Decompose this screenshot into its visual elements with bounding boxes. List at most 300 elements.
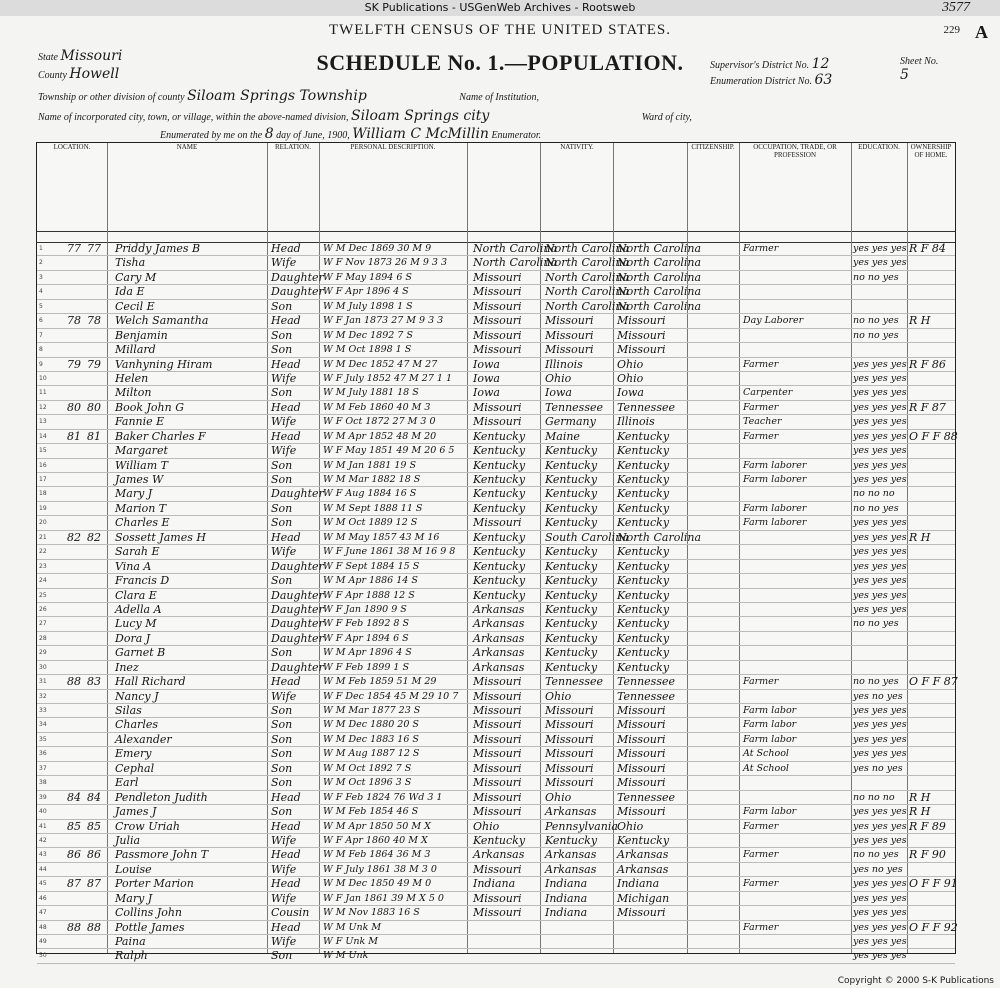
cell-father: Kentucky: [545, 487, 598, 501]
cell-rel: Wife: [271, 545, 297, 559]
cell-birth: Missouri: [473, 689, 522, 703]
page-number: 229: [943, 24, 960, 36]
cell-mother: Kentucky: [617, 617, 670, 631]
cell-own: R H: [909, 530, 931, 544]
cell-father: Arkansas: [545, 805, 597, 819]
cell-birth: Missouri: [473, 732, 522, 746]
cell-edu: yes yes yes: [853, 575, 907, 587]
cell-dw: 81: [67, 429, 81, 443]
county-line: [38, 66, 119, 82]
cell-father: Kentucky: [545, 501, 598, 515]
cell-n: 28: [39, 634, 47, 642]
cell-rel: Son: [271, 343, 293, 357]
cell-desc: W F Jan 1873 27 M 9 3 3: [323, 315, 444, 327]
cell-rel: Wife: [271, 256, 297, 270]
supervisor-value: 12: [811, 56, 830, 72]
cell-mother: Ohio: [617, 819, 644, 833]
cell-edu: yes yes yes: [853, 358, 907, 370]
cell-name: James J: [115, 805, 157, 819]
cell-rel: Daughter: [271, 270, 324, 284]
cell-dw: 80: [67, 400, 81, 414]
cell-own: R H: [909, 314, 931, 328]
cell-name: Alexander: [115, 732, 172, 746]
cell-father: Kentucky: [545, 602, 598, 616]
institution-label: Name of Institution,: [459, 92, 540, 103]
cell-occ: Farmer: [743, 849, 779, 861]
cell-mother: Tennessee: [617, 675, 675, 689]
supervisor-line: [710, 56, 829, 72]
cell-edu: yes yes yes: [853, 387, 907, 399]
cell-rel: Son: [271, 805, 293, 819]
cell-fam: 77: [87, 242, 101, 255]
cell-birth: Arkansas: [473, 617, 525, 631]
table-row: [37, 574, 955, 588]
cell-father: Kentucky: [545, 559, 598, 573]
cell-father: Indiana: [545, 891, 588, 905]
cell-desc: W M Dec 1850 49 M 0: [323, 878, 432, 890]
cell-mother: Kentucky: [617, 646, 670, 660]
cell-fam: 86: [87, 848, 101, 862]
cell-n: 6: [39, 317, 43, 325]
cell-mother: Kentucky: [617, 631, 670, 645]
cell-birth: Missouri: [473, 415, 522, 429]
cell-desc: W F Jan 1861 39 M X 5 0: [323, 892, 444, 904]
cell-rel: Head: [271, 920, 301, 934]
enumerated-day: 8: [264, 126, 274, 142]
cell-n: 1: [39, 245, 43, 252]
cell-rel: Wife: [271, 833, 297, 847]
cell-n: 36: [39, 750, 47, 758]
cell-name: Baker Charles F: [115, 429, 206, 443]
cell-edu: yes yes yes: [853, 834, 907, 846]
cell-n: 29: [39, 649, 47, 657]
cell-mother: Missouri: [617, 704, 666, 717]
cell-mother: Kentucky: [617, 559, 670, 573]
cell-father: Arkansas: [545, 862, 597, 876]
cell-occ: Day Laborer: [743, 315, 804, 327]
cell-birth: Missouri: [473, 776, 522, 790]
cell-fam: 87: [87, 877, 101, 891]
table-row: [37, 487, 955, 501]
cell-desc: W M Apr 1896 4 S: [323, 647, 412, 659]
col-nativity: NATIVITY.: [467, 143, 688, 231]
cell-edu: yes yes yes: [853, 560, 907, 572]
cell-dw: 85: [67, 819, 81, 833]
cell-name: Porter Marion: [115, 877, 194, 891]
cell-rel: Head: [271, 877, 301, 891]
cell-name: Clara E: [115, 588, 157, 602]
cell-own: R H: [909, 790, 931, 804]
cell-n: 16: [39, 461, 47, 469]
cell-father: Ohio: [545, 371, 572, 385]
enumerated-label: Enumerated by me on the: [160, 130, 263, 141]
cell-name: Silas: [115, 704, 142, 717]
cell-desc: W F Aug 1884 16 S: [323, 488, 417, 500]
county-value: Howell: [69, 66, 120, 82]
cell-edu: no no no: [853, 488, 895, 500]
cell-name: Charles E: [115, 516, 170, 530]
cell-name: Emery: [115, 747, 152, 761]
cell-fam: 80: [87, 400, 101, 414]
cell-n: 18: [39, 490, 47, 498]
cell-edu: yes yes yes: [853, 921, 907, 933]
cell-desc: W M Feb 1860 40 M 3: [323, 401, 431, 413]
cell-rel: Son: [271, 386, 293, 400]
cell-rel: Head: [271, 530, 301, 544]
day-of-label: day of June, 1900,: [276, 130, 350, 141]
cell-occ: Farm labor: [743, 719, 797, 731]
cell-n: 32: [39, 692, 47, 700]
cell-father: Indiana: [545, 877, 588, 891]
cell-fam: 78: [87, 314, 101, 328]
cell-desc: W M Dec 1892 7 S: [323, 329, 413, 341]
cell-edu: yes yes yes: [853, 892, 907, 904]
cell-occ: Farm labor: [743, 705, 797, 716]
table-row: [37, 805, 955, 819]
table-row: [37, 285, 955, 299]
cell-occ: Farmer: [743, 921, 779, 933]
cell-mother: Tennessee: [617, 689, 675, 703]
cell-edu: yes yes yes: [853, 950, 907, 962]
cell-mother: Iowa: [617, 386, 644, 400]
cell-desc: W M May 1857 43 M 16: [323, 531, 440, 543]
cell-rel: Daughter: [271, 588, 324, 602]
cell-name: Welch Samantha: [115, 314, 209, 328]
cell-edu: yes yes yes: [853, 243, 907, 254]
table-row: [37, 617, 955, 631]
cell-rel: Daughter: [271, 631, 324, 645]
cell-name: Adella A: [115, 602, 162, 616]
cell-mother: Missouri: [617, 328, 666, 342]
cell-edu: yes yes yes: [853, 603, 907, 615]
table-row: [37, 545, 955, 559]
cell-mother: Kentucky: [617, 473, 670, 486]
cell-desc: W F Feb 1899 1 S: [323, 661, 409, 673]
cell-n: 45: [39, 880, 47, 888]
table-row: [37, 242, 955, 256]
cell-edu: yes yes yes: [853, 748, 907, 760]
cell-birth: Missouri: [473, 891, 522, 905]
cell-occ: Carpenter: [743, 387, 793, 399]
cell-mother: Missouri: [617, 314, 666, 328]
cell-name: Vanhyning Hiram: [115, 357, 213, 371]
cell-name: Benjamin: [115, 328, 168, 342]
enumerated-line: [160, 126, 541, 142]
cell-own: R F 84: [909, 242, 946, 255]
sheet-line: [900, 56, 938, 83]
cell-father: North Carolina: [545, 242, 630, 255]
cell-n: 14: [39, 432, 47, 440]
cell-n: 17: [39, 476, 47, 483]
cell-mother: Missouri: [617, 805, 666, 819]
cell-desc: W M Mar 1882 18 S: [323, 474, 421, 485]
cell-rel: Son: [271, 761, 293, 775]
cell-father: Kentucky: [545, 588, 598, 602]
cell-occ: Farm laborer: [743, 502, 807, 514]
col-location: LOCATION.: [37, 143, 108, 231]
cell-rel: Head: [271, 819, 301, 833]
cell-dw: 88: [67, 920, 81, 934]
cell-mother: Ohio: [617, 371, 644, 385]
cell-desc: W M Feb 1864 36 M 3: [323, 849, 431, 861]
col-citizenship: CITIZENSHIP.: [687, 143, 740, 231]
cell-father: South Carolina: [545, 530, 629, 544]
cell-rel: Wife: [271, 371, 297, 385]
cell-name: Passmore John T: [115, 848, 209, 862]
cell-birth: Missouri: [473, 270, 522, 284]
table-row: [37, 516, 955, 530]
cell-mother: North Carolina: [617, 242, 702, 255]
enumerator-label: Enumerator.: [491, 130, 542, 141]
cell-birth: Arkansas: [473, 631, 525, 645]
cell-dw: 78: [67, 314, 81, 328]
cell-rel: Cousin: [271, 906, 310, 920]
cell-mother: Arkansas: [617, 848, 669, 862]
cell-desc: W M Aug 1887 12 S: [323, 748, 420, 760]
cell-occ: Farmer: [743, 358, 779, 370]
cell-name: Collins John: [115, 906, 183, 920]
cell-name: Hall Richard: [115, 675, 186, 689]
cell-birth: Indiana: [473, 877, 516, 891]
cell-n: 38: [39, 779, 47, 787]
cell-rel: Head: [271, 242, 301, 255]
cell-n: 5: [39, 302, 43, 310]
cell-birth: Kentucky: [473, 574, 526, 588]
cell-father: North Carolina: [545, 299, 630, 313]
cell-rel: Daughter: [271, 617, 324, 631]
cell-father: Missouri: [545, 328, 594, 342]
cell-desc: W M Oct 1892 7 S: [323, 762, 412, 774]
cell-birth: Missouri: [473, 675, 522, 689]
cell-occ: Farmer: [743, 401, 779, 413]
cell-name: Fannie E: [115, 415, 165, 429]
cell-n: 43: [39, 851, 47, 859]
cell-n: 35: [39, 735, 47, 743]
cell-n: 7: [39, 331, 43, 339]
cell-fam: 85: [87, 819, 101, 833]
cell-desc: W M Dec 1852 47 M 27: [323, 358, 438, 370]
cell-rel: Son: [271, 747, 293, 761]
cell-desc: W M Oct 1898 1 S: [323, 344, 412, 356]
cell-edu: yes no yes: [853, 863, 903, 875]
cell-n: 11: [39, 389, 47, 397]
col-occupation: OCCUPATION, TRADE, OR PROFESSION: [739, 143, 852, 231]
cell-edu: yes yes yes: [853, 416, 907, 428]
cell-mother: Kentucky: [617, 833, 670, 847]
table-row: [37, 589, 955, 603]
cell-father: Kentucky: [545, 545, 598, 559]
cell-dw: 88: [67, 675, 81, 689]
cell-desc: W M July 1898 1 S: [323, 300, 413, 312]
cell-occ: At School: [743, 762, 789, 774]
cell-mother: Missouri: [617, 732, 666, 746]
cell-occ: Farm laborer: [743, 459, 807, 471]
cell-rel: Son: [271, 949, 293, 963]
cell-father: North Carolina: [545, 256, 630, 270]
cell-n: 20: [39, 519, 47, 527]
cell-edu: yes yes yes: [853, 430, 907, 442]
cell-n: 31: [39, 678, 47, 686]
cell-edu: no no yes: [853, 849, 899, 861]
census-title: TWELFTH CENSUS OF THE UNITED STATES.: [328, 22, 672, 38]
cell-n: 12: [39, 403, 47, 411]
cell-mother: Indiana: [617, 877, 660, 891]
cell-n: 19: [39, 504, 47, 512]
cell-name: Priddy James B: [115, 242, 201, 255]
cell-name: Helen: [115, 371, 149, 385]
cell-occ: Farmer: [743, 676, 779, 688]
cell-father: Missouri: [545, 314, 594, 328]
cell-n: 15: [39, 447, 47, 455]
cell-n: 2: [39, 259, 43, 267]
cell-birth: Iowa: [473, 357, 500, 371]
cell-occ: Farm labor: [743, 733, 797, 745]
cell-birth: Missouri: [473, 790, 522, 804]
cell-edu: yes yes yes: [853, 936, 907, 947]
cell-fam: 82: [87, 530, 101, 544]
cell-mother: Kentucky: [617, 545, 670, 559]
cell-edu: no no yes: [853, 676, 899, 688]
col-name: NAME: [107, 143, 268, 231]
cell-birth: North Carolina: [473, 256, 558, 270]
cell-occ: Farmer: [743, 243, 779, 254]
cell-birth: Missouri: [473, 906, 522, 920]
cell-rel: Wife: [271, 935, 297, 948]
cell-mother: Missouri: [617, 776, 666, 790]
table-row: [37, 459, 955, 473]
cell-own: O F F 91: [909, 877, 958, 891]
cell-edu: yes yes yes: [853, 459, 907, 471]
ward-label: Ward of city,: [641, 112, 692, 123]
corner-number: 3577: [942, 0, 970, 15]
cell-birth: Kentucky: [473, 559, 526, 573]
cell-dw: 84: [67, 790, 81, 804]
cell-birth: Missouri: [473, 314, 522, 328]
cell-birth: Iowa: [473, 386, 500, 400]
cell-name: Charles: [115, 718, 158, 732]
cell-father: North Carolina: [545, 270, 630, 284]
cell-occ: Farm labor: [743, 806, 797, 818]
cell-rel: Son: [271, 646, 293, 660]
table-row: [37, 429, 958, 444]
cell-birth: North Carolina: [473, 242, 558, 255]
cell-n: 27: [39, 620, 47, 628]
cell-mother: Kentucky: [617, 458, 670, 472]
state-line: [38, 48, 122, 64]
enumeration-line: [710, 72, 832, 88]
cell-desc: W M Feb 1859 51 M 29: [323, 676, 437, 688]
cell-desc: W M Apr 1852 48 M 20: [323, 430, 437, 442]
table-row: [37, 661, 955, 675]
cell-birth: Iowa: [473, 371, 500, 385]
cell-n: 46: [39, 894, 47, 902]
cell-name: Nancy J: [115, 689, 159, 703]
cell-rel: Head: [271, 357, 301, 371]
cell-birth: Missouri: [473, 299, 522, 313]
cell-mother: Kentucky: [617, 574, 670, 588]
cell-rel: Head: [271, 790, 301, 804]
cell-mother: Missouri: [617, 761, 666, 775]
cell-name: Ralph: [115, 949, 148, 963]
col-relation: RELATION.: [267, 143, 320, 231]
cell-mother: Illinois: [617, 415, 655, 429]
table-row: [37, 776, 955, 790]
cell-n: 21: [39, 533, 47, 541]
cell-occ: At School: [743, 748, 789, 760]
state-label: State: [38, 52, 58, 63]
cell-mother: Tennessee: [617, 400, 675, 414]
copyright: Copyright © 2000 S-K Publications: [837, 976, 994, 986]
table-row: [37, 906, 955, 920]
township-label: Township or other division of county: [38, 92, 185, 103]
cell-edu: no no yes: [853, 271, 899, 283]
cell-mother: Missouri: [617, 343, 666, 357]
sheet-label: Sheet No.: [900, 56, 939, 67]
cell-mother: Kentucky: [617, 516, 670, 530]
cell-father: Missouri: [545, 732, 594, 746]
cell-n: 34: [39, 721, 47, 729]
cell-n: 42: [39, 836, 47, 844]
cell-n: 10: [39, 374, 47, 382]
table-row: [37, 343, 955, 357]
cell-desc: W F Apr 1860 40 M X: [323, 834, 428, 846]
cell-own: R H: [909, 805, 931, 819]
cell-edu: yes yes yes: [853, 445, 907, 457]
table-row: [37, 358, 955, 372]
cell-birth: Kentucky: [473, 429, 526, 443]
cell-mother: Kentucky: [617, 588, 670, 602]
cell-birth: Missouri: [473, 400, 522, 414]
cell-father: Kentucky: [545, 473, 598, 486]
cell-n: 3: [39, 273, 43, 281]
cell-rel: Son: [271, 473, 293, 486]
cell-name: Francis D: [115, 574, 170, 588]
cell-edu: yes yes yes: [853, 878, 907, 890]
cell-birth: Kentucky: [473, 501, 526, 515]
cell-desc: W F Oct 1872 27 M 3 0: [323, 416, 436, 428]
cell-fam: 79: [87, 357, 101, 371]
cell-birth: Arkansas: [473, 646, 525, 660]
cell-name: Inez: [115, 660, 139, 674]
cell-n: 48: [39, 923, 47, 931]
cell-name: Vina A: [115, 559, 152, 573]
cell-desc: W F July 1861 38 M 3 0: [323, 863, 437, 875]
table-row: [37, 415, 955, 429]
cell-n: 30: [39, 663, 47, 671]
cell-desc: W F Nov 1873 26 M 9 3 3: [323, 257, 448, 269]
cell-father: Missouri: [545, 747, 594, 761]
cell-name: Garnet B: [115, 646, 166, 660]
table-row: [37, 372, 955, 386]
cell-name: Sossett James H: [115, 530, 206, 544]
cell-name: Sarah E: [115, 545, 160, 559]
township-value: Siloam Springs Township: [187, 88, 367, 104]
cell-mother: North Carolina: [617, 299, 702, 313]
table-row: [37, 718, 955, 732]
cell-birth: Missouri: [473, 328, 522, 342]
cell-n: 8: [39, 346, 43, 354]
cell-birth: Missouri: [473, 862, 522, 876]
cell-desc: W M Mar 1877 23 S: [323, 705, 421, 716]
cell-edu: yes yes yes: [853, 372, 907, 384]
cell-mother: Kentucky: [617, 429, 670, 443]
table-row: [37, 877, 958, 891]
cell-edu: yes yes yes: [853, 719, 907, 731]
cell-own: R F 90: [909, 848, 946, 862]
cell-desc: W F Dec 1854 45 M 29 10 7: [323, 690, 459, 702]
cell-rel: Son: [271, 704, 293, 717]
table-row: [37, 848, 955, 862]
